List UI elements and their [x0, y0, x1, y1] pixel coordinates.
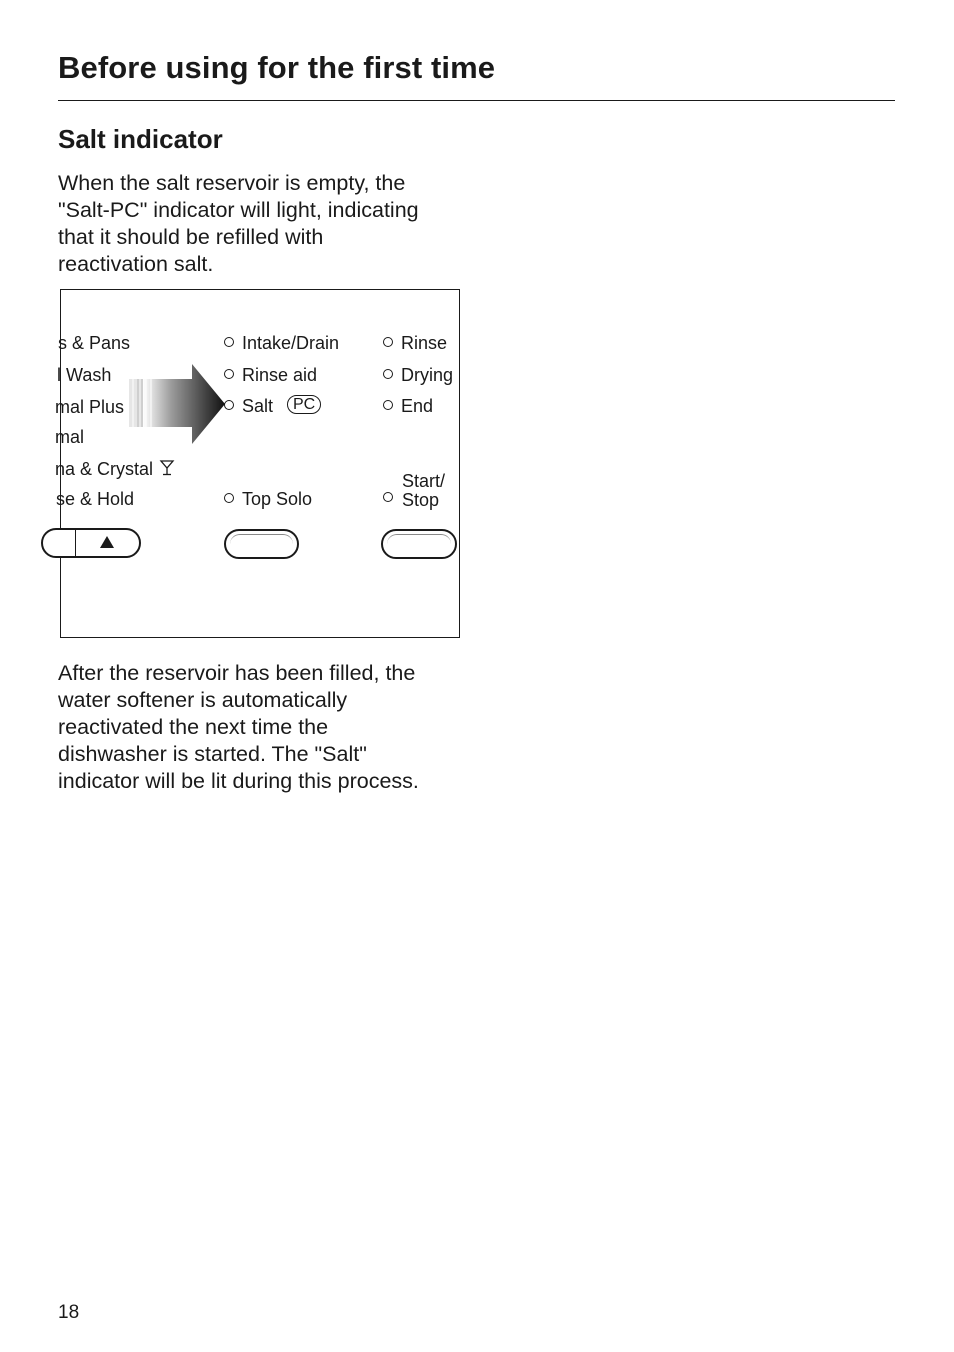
paragraph-line: reactivated the next time the: [58, 715, 329, 739]
program-label: s & Pans: [58, 333, 131, 353]
wine-glass-icon: [160, 460, 174, 476]
program-label: l Wash: [57, 365, 112, 385]
indicator-label-end: End: [401, 396, 434, 416]
program-select-key[interactable]: [41, 528, 141, 558]
page-title: Before using for the first time: [58, 50, 496, 85]
indicator-label-intake-drain: Intake/Drain: [242, 333, 340, 353]
indicator-led: [224, 337, 234, 347]
followup-paragraph: [58, 660, 478, 795]
indicator-led: [224, 493, 234, 503]
indicator-led: [383, 492, 393, 502]
indicator-label-rinse-aid: Rinse aid: [242, 365, 318, 385]
triangle-up-icon: [99, 535, 115, 549]
paragraph-line: that it should be refilled with: [58, 225, 324, 249]
program-label: se & Hold: [56, 489, 135, 509]
key-divider: [75, 530, 76, 556]
paragraph-line: "Salt-PC" indicator will light, indicating: [58, 198, 419, 222]
paragraph-line: dishwasher is started. The "Salt": [58, 742, 367, 766]
key-highlight: [230, 534, 293, 554]
section-heading: Salt indicator: [58, 124, 223, 154]
gradient-arrow-icon: [129, 364, 225, 444]
indicator-label-drying: Drying: [401, 365, 454, 385]
key-highlight: [387, 534, 451, 554]
indicator-led: [224, 369, 234, 379]
indicator-led-salt: [224, 400, 234, 410]
indicator-label-salt: Salt: [242, 396, 274, 416]
pc-badge: PC: [287, 395, 321, 414]
program-label-text: na & Crystal: [55, 459, 154, 479]
paragraph-line: water softener is automatically: [58, 688, 348, 712]
paragraph-line: reactivation salt.: [58, 252, 214, 276]
paragraph-line: When the salt reservoir is empty, the: [58, 171, 406, 195]
page-number: 18: [58, 1302, 80, 1323]
indicator-led: [383, 337, 393, 347]
title-rule: [58, 100, 895, 101]
program-label: mal: [55, 427, 85, 447]
control-panel-illustration: [55, 289, 460, 638]
start-stop-key[interactable]: [381, 529, 457, 559]
indicator-label-rinse: Rinse: [401, 333, 448, 353]
indicator-led: [383, 400, 393, 410]
indicator-label-top-solo: Top Solo: [242, 489, 313, 509]
start-stop-label-line2: Stop: [402, 490, 440, 510]
indicator-led: [383, 369, 393, 379]
top-solo-key[interactable]: [224, 529, 299, 559]
start-stop-label-line1: Start/: [402, 471, 446, 491]
program-label: [55, 459, 174, 479]
paragraph-line: indicator will be lit during this process.: [58, 769, 419, 793]
program-label: mal Plus: [55, 397, 125, 417]
paragraph-line: After the reservoir has been filled, the: [58, 661, 416, 685]
intro-paragraph: [58, 170, 478, 278]
